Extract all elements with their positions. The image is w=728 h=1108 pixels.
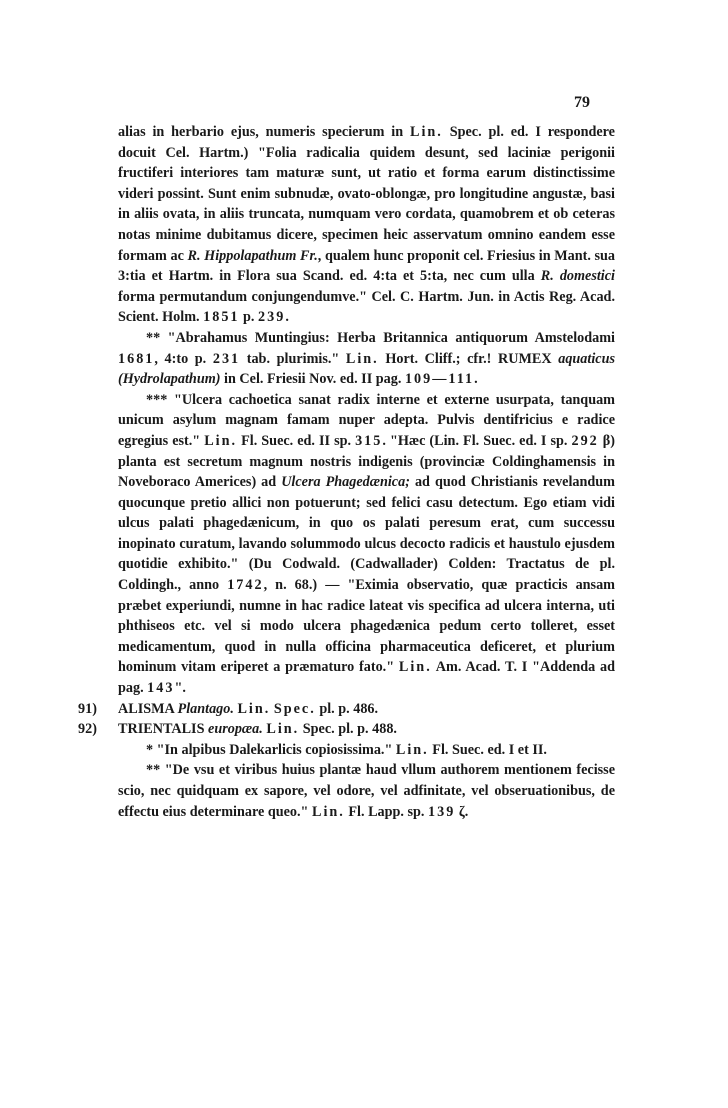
- text-run: , n. 68.) — "Eximia observatio, quæ practicis ansam præbet experiundi, numne in hac radice lateat vis specifica ad ulcera interna, uti phthiseos etc. vel si modo ulcera phagedænica pedum certo tolleret, esset medicamentum, quod in nulla officina pharmaceutica deficeret, et plurium hominum vitam eriperet a præmaturo fato.": [118, 577, 615, 676]
- text-run: 292: [571, 432, 599, 449]
- text-run: ad quod Christianis revelandum quocunque pretio allici non potuerunt; sed felici casu detectum. Ego etiam vidi ulcus palati phagedænicum, in quo os palati peresum erat, cum successu inopinato curatum, lavando solummodo ulcus decocto radicis et haustulo ejusdem quotidie exhibito." (Du Codwald. (Cadwallader) Colden: Tractatus de pl. Coldingh., anno: [118, 474, 616, 594]
- text-run: 109—111: [404, 371, 475, 388]
- text-run: Spec.: [273, 700, 316, 717]
- text-run: 1851: [203, 309, 240, 326]
- text-run: forma permutandum conjungendumve." Cel. C. Hartm. Jun. in Actis Reg. Acad. Scient. Holm.: [118, 288, 615, 326]
- paragraph: [118, 740, 615, 761]
- entry-number: 91): [78, 700, 97, 717]
- text-run: in Cel. Friesii Nov. ed. II pag.: [220, 371, 405, 388]
- text-run: tab. plurimis.": [240, 350, 346, 367]
- text-run: .: [474, 371, 478, 388]
- text-run: Lin.: [398, 659, 432, 676]
- text-run: , qualem hunc proponit cel. Friesius in Mant. sua 3:tia et Hartm. in Flora sua Scand. ed. 4:ta et 5:ta, nec cum ulla: [118, 247, 615, 285]
- paragraph: [118, 760, 615, 822]
- italic-text: europæa.: [208, 721, 263, 738]
- text-run: ALISMA: [118, 700, 178, 717]
- text-run: Lin.: [237, 700, 271, 717]
- italic-text: aquaticus (Hydrolapathum): [118, 350, 615, 388]
- text-run: 1681: [118, 350, 155, 367]
- text-run: 143: [147, 680, 175, 697]
- text-run: Fl. Suec. ed. II sp.: [237, 432, 356, 449]
- text-run: p.: [239, 309, 259, 326]
- italic-text: Ulcera Phagedænica;: [281, 474, 410, 491]
- text-run: Fl. Lapp. sp.: [344, 803, 429, 820]
- text-run: Lin.: [410, 124, 443, 140]
- text-run: ** "De vsu et viribus huius plantæ haud vllum authorem mentionem fecisse scio, nec quidquam ex sapore, vel odore, vel adfinitate, vel obseruationibus, de effectu eius determinare queo.": [118, 762, 615, 820]
- text-run: Fl. Suec. ed. I et II.: [428, 741, 547, 758]
- text-run: Hort. Cliff.; cfr.! RUMEX: [378, 350, 559, 367]
- text-run: Spec. pl. ed. I respondere docuit Cel. Hartm.) "Folia radicalia quidem desunt, sed laciniæ perigonii fructiferi interiores tam maturæ sunt, ut ratio et forma earum distinctissime videri possint. Sunt enim subnudæ, ovato-oblongæ, pro longitudine angustæ, basi in aliis ovata, in aliis truncata, numquam vero cordata, quamobrem et ob ceteras notas minime dubitamus dicere, specimen heic asservatum omnino eandem esse formam ac: [118, 124, 615, 264]
- italic-text: Plantago.: [177, 700, 234, 717]
- text-run: 1742: [227, 577, 264, 594]
- paragraph: [118, 390, 615, 699]
- paragraph: [118, 328, 615, 390]
- paragraph: [118, 122, 615, 328]
- text-run: , 4:to p.: [154, 350, 213, 367]
- text-run: 315: [355, 432, 383, 449]
- text-run: 239: [258, 309, 286, 326]
- text-run: Am. Acad. T. I "Addenda ad pag.: [118, 659, 615, 697]
- text-run: Lin.: [311, 803, 345, 820]
- text-run: .: [285, 309, 289, 326]
- italic-text: R. Hippolapathum Fr.: [187, 247, 318, 264]
- text-run: ".: [174, 680, 186, 697]
- body-text: [78, 122, 616, 822]
- text-run: . "Hæc (Lin. Fl. Suec. ed. I sp.: [382, 432, 572, 449]
- text-run: Lin.: [345, 350, 379, 367]
- text-run: alias in herbario ejus, numeris specierum in: [118, 124, 410, 140]
- text-run: pl. p. 486.: [315, 700, 379, 717]
- text-run: ** "Abrahamus Muntingius: Herba Britannica antiquorum Amstelodami: [146, 329, 615, 346]
- text-run: 231: [212, 350, 241, 367]
- text-run: Lin.: [266, 721, 300, 738]
- species-entry: [78, 699, 615, 720]
- species-entry: [78, 719, 615, 740]
- text-run: 139: [428, 803, 456, 820]
- italic-text: R. domestici: [540, 268, 615, 285]
- text-run: TRIENTALIS: [118, 721, 209, 738]
- text-run: Spec. pl. p. 488.: [299, 721, 397, 738]
- text-run: ζ.: [455, 803, 469, 820]
- text-run: Lin.: [395, 741, 429, 758]
- text-run: Lin.: [204, 432, 238, 449]
- text-run: *** "Ulcera cachoetica sanat radix interne et externe usurpata, tanquam unicum asylum magnam famam nuper adepta. Pulvis dentifricius e radice egregius est.": [118, 391, 615, 449]
- entry-number: 92): [78, 721, 97, 738]
- text-run: * "In alpibus Dalekarlicis copiosissima.": [146, 741, 396, 758]
- text-run: β) planta est secretum magnum nostris indigenis (provinciæ Coldinghamensis in Noveboraco Americes) ad: [118, 432, 615, 491]
- page-number: 79: [574, 94, 590, 111]
